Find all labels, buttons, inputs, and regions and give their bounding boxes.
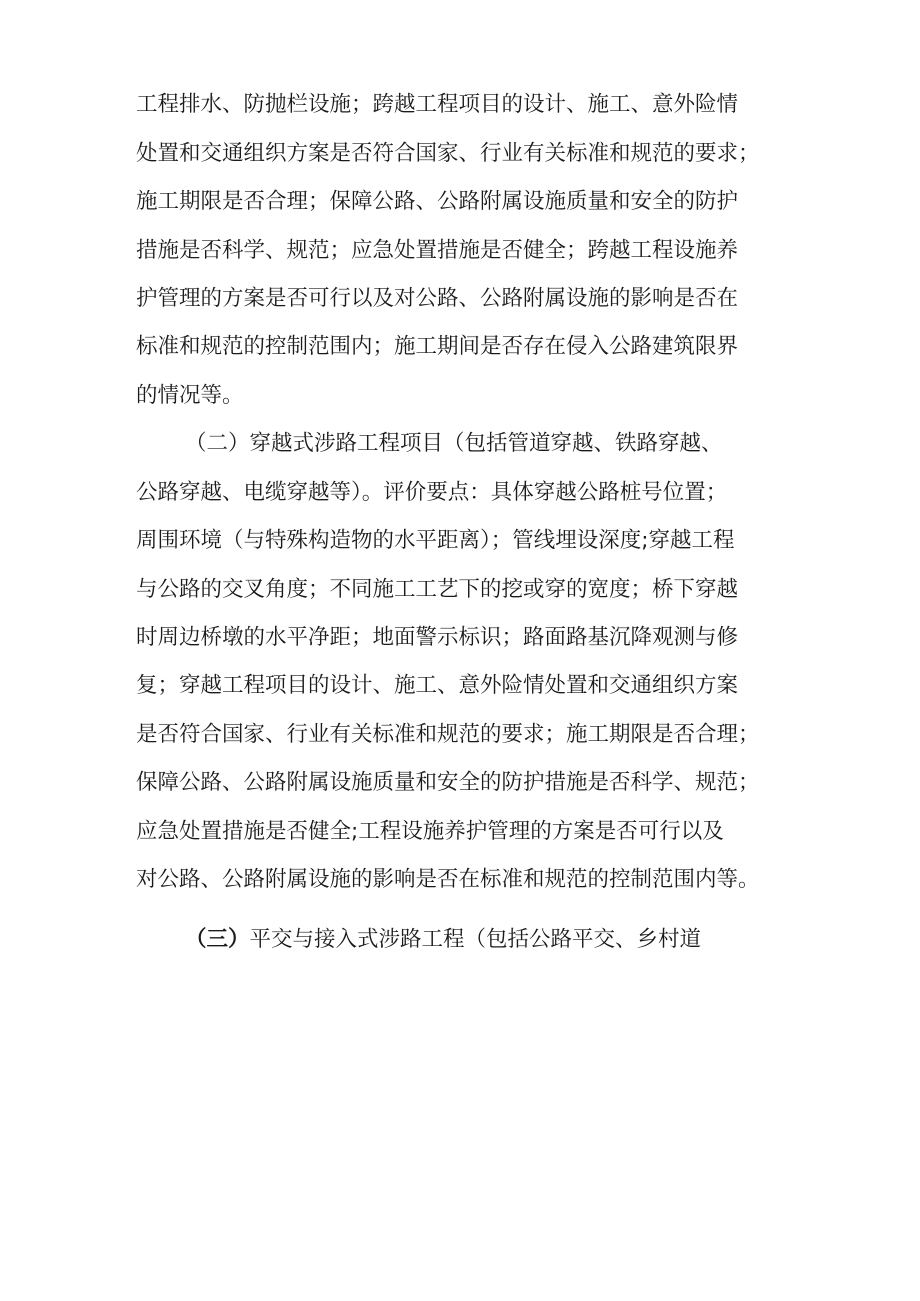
section-three-marker: （三）: [185, 927, 250, 952]
section-two-heading-line: （二）穿越式涉路工程项目（包括管道穿越、铁路穿越、: [185, 431, 723, 456]
paragraph-line: 护管理的方案是否可行以及对公路、公路附属设施的影响是否在: [136, 286, 739, 311]
paragraph-line: 复；穿越工程项目的设计、施工、意外险情处置和交通组织方案: [136, 673, 739, 698]
paragraph-line: 时周边桥墩的水平净距；地面警示标识；路面路基沉降观测与修: [136, 625, 739, 650]
paragraph-line: 施工期限是否合理；保障公路、公路附属设施质量和安全的防护: [136, 189, 739, 214]
paragraph-line: 保障公路、公路附属设施质量和安全的防护措施是否科学、规范；: [136, 770, 760, 795]
paragraph-line: 工程排水、防抛栏设施；跨越工程项目的设计、施工、意外险情: [136, 92, 739, 117]
paragraph-line: 与公路的交叉角度；不同施工工艺下的挖或穿的宽度；桥下穿越: [136, 577, 739, 602]
paragraph-line: 周围环境（与特殊构造物的水平距离）；管线埋设深度;穿越工程: [136, 528, 735, 553]
paragraph-line: 处置和交通组织方案是否符合国家、行业有关标准和规范的要求；: [136, 141, 760, 166]
paragraph-line: 标准和规范的控制范围内；施工期间是否存在侵入公路建筑限界: [136, 334, 739, 359]
paragraph-line: 是否符合国家、行业有关标准和规范的要求；施工期限是否合理；: [136, 722, 760, 747]
paragraph-line: 的情况等。: [136, 383, 244, 408]
paragraph-line: 公路穿越、电缆穿越等）。评价要点：具体穿越公路桩号位置；: [136, 480, 728, 505]
paragraph-line: 应急处置措施是否健全;工程设施养护管理的方案是否可行以及: [136, 819, 724, 844]
section-three-text: 平交与接入式涉路工程（包括公路平交、乡村道: [249, 927, 702, 952]
paragraph-line: 措施是否科学、规范；应急处置措施是否健全；跨越工程设施养: [136, 238, 739, 263]
section-three-heading: [185, 925, 796, 955]
paragraph-line: 对公路、公路附属设施的影响是否在标准和规范的控制范围内等。: [136, 867, 760, 892]
